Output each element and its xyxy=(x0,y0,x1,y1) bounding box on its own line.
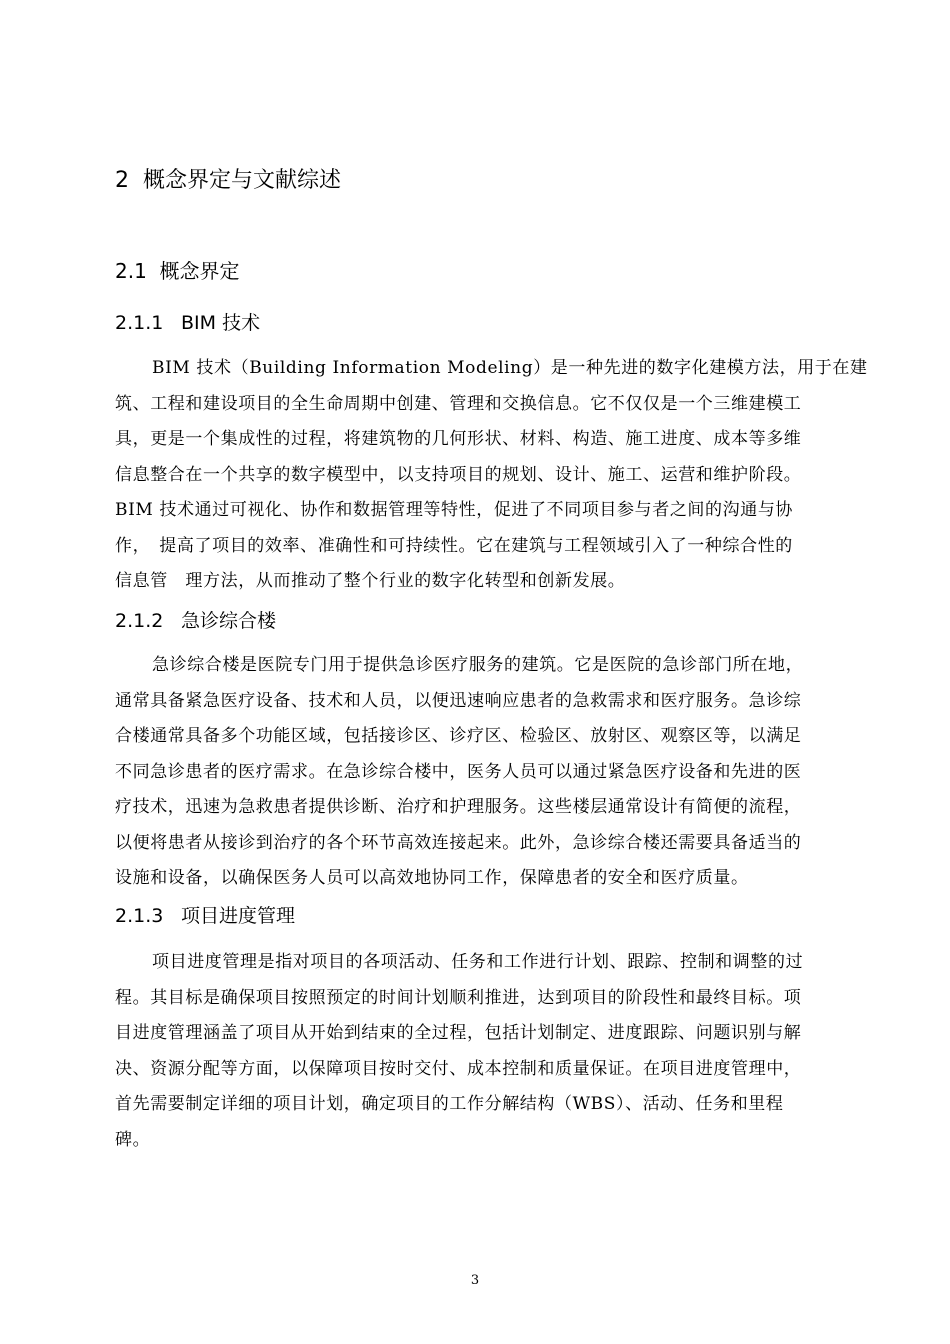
page-number: 3 xyxy=(470,1273,480,1288)
paragraph-line: 项目进度管理是指对项目的各项活动、任务和工作进行计划、跟踪、控制和调整的过 xyxy=(152,952,804,972)
paragraph-line: 决、资源分配等方面，以保障项目按时交付、成本控制和质量保证。在项目进度管理中， xyxy=(115,1058,802,1079)
paragraph-line: 碑。 xyxy=(115,1129,151,1150)
section-number: 2.1 xyxy=(115,259,147,283)
paragraph-line: 信息管 理方法，从而推动了整个行业的数字化转型和创新发展。 xyxy=(115,571,626,591)
paragraph-line: 急诊综合楼是医院专门用于提供急诊医疗服务的建筑。它是医院的急诊部门所在地， xyxy=(152,655,804,675)
paragraph-line: 首先需要制定详细的项目计划，确定项目的工作分解结构（WBS）、活动、任务和里程 xyxy=(115,1094,784,1114)
subsection-title: 项目进度管理 xyxy=(181,905,296,927)
paragraph-line: 疗技术，迅速为急救患者提供诊断、治疗和护理服务。这些楼层通常设计有简便的流程， xyxy=(115,797,802,817)
section-title: 概念界定 xyxy=(159,259,240,283)
paragraph-line: 以便将患者从接诊到治疗的各个环节高效连接起来。此外，急诊综合楼还需要具备适当的 xyxy=(115,832,802,853)
subsection-heading-emergency-building xyxy=(115,608,276,634)
paragraph-line: 通常具备紧急医疗设备、技术和人员，以便迅速响应患者的急救需求和医疗服务。急诊综 xyxy=(115,690,802,711)
paragraph-line: BIM 技术（Building Information Modeling）是一种先进的数字化建模方法，用于在建 xyxy=(152,358,868,378)
paragraph-line: 程。其目标是确保项目按照预定的时间计划顺利推进，达到项目的阶段性和最终目标。项 xyxy=(115,987,802,1008)
section-heading xyxy=(115,257,240,285)
paragraph-line: BIM 技术通过可视化、协作和数据管理等特性，促进了不同项目参与者之间的沟通与协 xyxy=(115,500,794,520)
subsection-title: 急诊综合楼 xyxy=(181,610,277,632)
subsection-number: 2.1.3 xyxy=(115,905,164,927)
paragraph-bim xyxy=(115,351,868,600)
subsection-heading-bim xyxy=(115,310,260,336)
paragraph-line: 合楼通常具备多个功能区域，包括接诊区、诊疗区、检验区、放射区、观察区等，以满足 xyxy=(115,726,802,746)
chapter-heading xyxy=(115,166,341,196)
paragraph-line: 作， 提高了项目的效率、准确性和可持续性。它在建筑与工程领域引入了一种综合性的 xyxy=(115,535,793,556)
subsection-number: 2.1.2 xyxy=(115,610,164,632)
paragraph-line: 不同急诊患者的医疗需求。在急诊综合楼中，医务人员可以通过紧急医疗设备和先进的医 xyxy=(115,761,802,782)
paragraph-line: 信息整合在一个共享的数字模型中，以支持项目的规划、设计、施工、运营和维护阶段。 xyxy=(115,464,802,485)
chapter-title: 概念界定与文献综述 xyxy=(143,168,342,193)
paragraph-line: 筑、工程和建设项目的全生命周期中创建、管理和交换信息。它不仅仅是一个三维建模工 xyxy=(115,393,802,414)
paragraph-emergency-building xyxy=(115,648,863,897)
subsection-number: 2.1.1 xyxy=(115,312,164,334)
paragraph-line: 具，更是一个集成性的过程，将建筑物的几何形状、材料、构造、施工进度、成本等多维 xyxy=(115,429,802,449)
subsection-heading-schedule-management xyxy=(115,903,295,929)
paragraph-schedule-management xyxy=(115,945,863,1158)
paragraph-line: 目进度管理涵盖了项目从开始到结束的全过程，包括计划制定、进度跟踪、问题识别与解 xyxy=(115,1023,802,1043)
paragraph-line: 设施和设备，以确保医务人员可以高效地协同工作，保障患者的安全和医疗质量。 xyxy=(115,868,749,888)
subsection-title: BIM 技术 xyxy=(181,312,261,334)
chapter-number: 2 xyxy=(115,168,129,193)
